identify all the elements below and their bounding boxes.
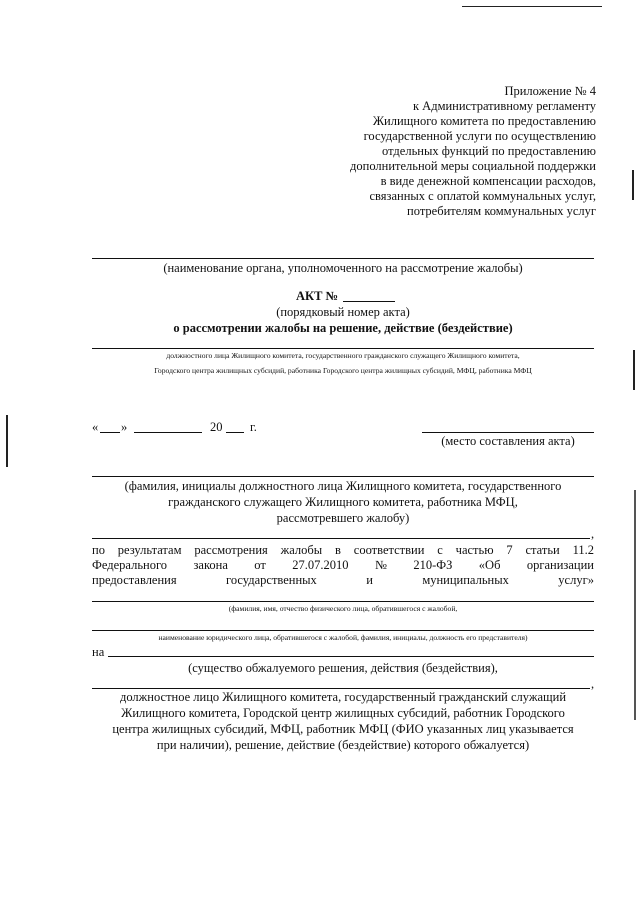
organ-caption: (наименование органа, уполномоченного на рассмотрение жалобы) <box>163 261 523 275</box>
basis-word: 11.2 <box>572 543 594 557</box>
act-title: АКТ № <box>296 289 339 303</box>
individual-caption: (фамилия, имя, отчество физического лица, обратившегося с жалобой, <box>228 604 458 613</box>
basis-word: 210-ФЗ <box>413 558 453 572</box>
reviewer-caption-line: рассмотревшего жалобу) <box>276 511 410 525</box>
reviewer-line <box>92 476 594 477</box>
basis-word: жалобы <box>280 543 323 557</box>
basis-word: статьи <box>525 543 560 557</box>
complainant-line <box>92 601 594 602</box>
basis-word: № <box>374 558 387 572</box>
basis-word: государственных <box>226 573 317 587</box>
scan-mark-right-2 <box>633 350 635 390</box>
appendix-line: государственной услуги по осуществлению <box>363 129 596 143</box>
basis-word: «Об <box>478 558 501 572</box>
basis-word: в <box>335 543 341 557</box>
basis-word: услуг» <box>558 573 594 587</box>
day-line <box>100 432 120 433</box>
place-caption: (место составления акта) <box>441 434 575 448</box>
date-open-quote: « <box>92 420 99 434</box>
essence-caption: (существо обжалуемого решения, действия (бездействия), <box>188 661 498 675</box>
act-number-line <box>343 301 395 302</box>
decision-line <box>108 656 594 657</box>
organ-name-line <box>92 258 594 259</box>
legal-entity-line <box>92 630 594 631</box>
appendix-line: отдельных функций по предоставлению <box>382 144 596 158</box>
respondent-comma: , <box>591 677 595 691</box>
year-prefix: 20 <box>210 420 223 434</box>
year-suffix: г. <box>250 420 257 434</box>
basis-word: рассмотрения <box>194 543 268 557</box>
appendix-line: Жилищного комитета по предоставлению <box>372 114 596 128</box>
legal-caption: наименование юридического лица, обратившегося с жалобой, фамилия, инициалы, должность его представителя) <box>158 633 528 642</box>
basis-word: с <box>437 543 443 557</box>
basis-word: закона <box>193 558 228 572</box>
basis-word: Федерального <box>92 558 168 572</box>
on-label: на <box>92 645 105 659</box>
final-caption-line: при наличии), решение, действие (бездействие) которого обжалуется) <box>156 738 530 752</box>
appendix-line: в виде денежной компенсации расходов, <box>380 174 596 188</box>
appendix-line: потребителям коммунальных услуг <box>407 204 596 218</box>
appendix-line: к Административному регламенту <box>412 99 596 113</box>
date-close-quote: » <box>121 420 128 434</box>
place-line <box>422 432 594 433</box>
basis-word: муниципальных <box>422 573 509 587</box>
reviewer-caption-line: гражданского служащего Жилищного комитета, работника МФЦ, <box>168 495 518 509</box>
final-caption-line: центра жилищных субсидий, МФЦ, работник МФЦ (ФИО указанных лиц указывается <box>112 722 574 736</box>
basis-word: соответствии <box>353 543 425 557</box>
applicant-line <box>92 538 590 539</box>
year-line <box>226 432 244 433</box>
official-caption-line: должностного лица Жилищного комитета, государственного гражданского служащего Жилищного комитета, <box>166 351 520 360</box>
applicant-comma: , <box>591 527 595 541</box>
basis-word: от <box>254 558 266 572</box>
basis-line-1 <box>92 543 594 558</box>
basis-line-2 <box>92 558 594 573</box>
final-caption-line: Жилищного комитета, Городской центр жилищных субсидий, работник Городского <box>121 706 565 720</box>
official-caption-line: Городского центра жилищных субсидий, работника Городского центра жилищных субсидий, МФЦ, работника МФЦ <box>154 366 532 375</box>
basis-word: 7 <box>506 543 513 557</box>
appendix-line: дополнительной меры социальной поддержки <box>350 159 596 173</box>
reviewer-caption-line: (фамилия, инициалы должностного лица Жилищного комитета, государственного <box>124 479 562 493</box>
month-line <box>134 432 202 433</box>
basis-word: по <box>92 543 105 557</box>
scan-mark-left <box>6 415 8 467</box>
appendix-line: связанных с оплатой коммунальных услуг, <box>369 189 596 203</box>
act-subject: о рассмотрении жалобы на решение, действие (бездействие) <box>173 321 513 335</box>
basis-word: результатам <box>117 543 182 557</box>
official-line <box>92 348 594 349</box>
act-number-caption: (порядковый номер акта) <box>276 305 410 319</box>
scan-mark-right-1 <box>632 170 634 200</box>
basis-word: частью <box>455 543 494 557</box>
scan-mark-top <box>462 6 602 7</box>
basis-word: 27.07.2010 <box>292 558 349 572</box>
basis-line-3 <box>92 573 594 588</box>
scan-mark-right-3 <box>634 490 636 720</box>
basis-word: предоставления <box>92 573 177 587</box>
respondent-line <box>92 688 590 689</box>
basis-word: организации <box>526 558 594 572</box>
basis-word: и <box>366 573 373 587</box>
appendix-title: Приложение № 4 <box>504 84 596 98</box>
final-caption-line: должностное лицо Жилищного комитета, государственный гражданский служащий <box>119 690 567 704</box>
